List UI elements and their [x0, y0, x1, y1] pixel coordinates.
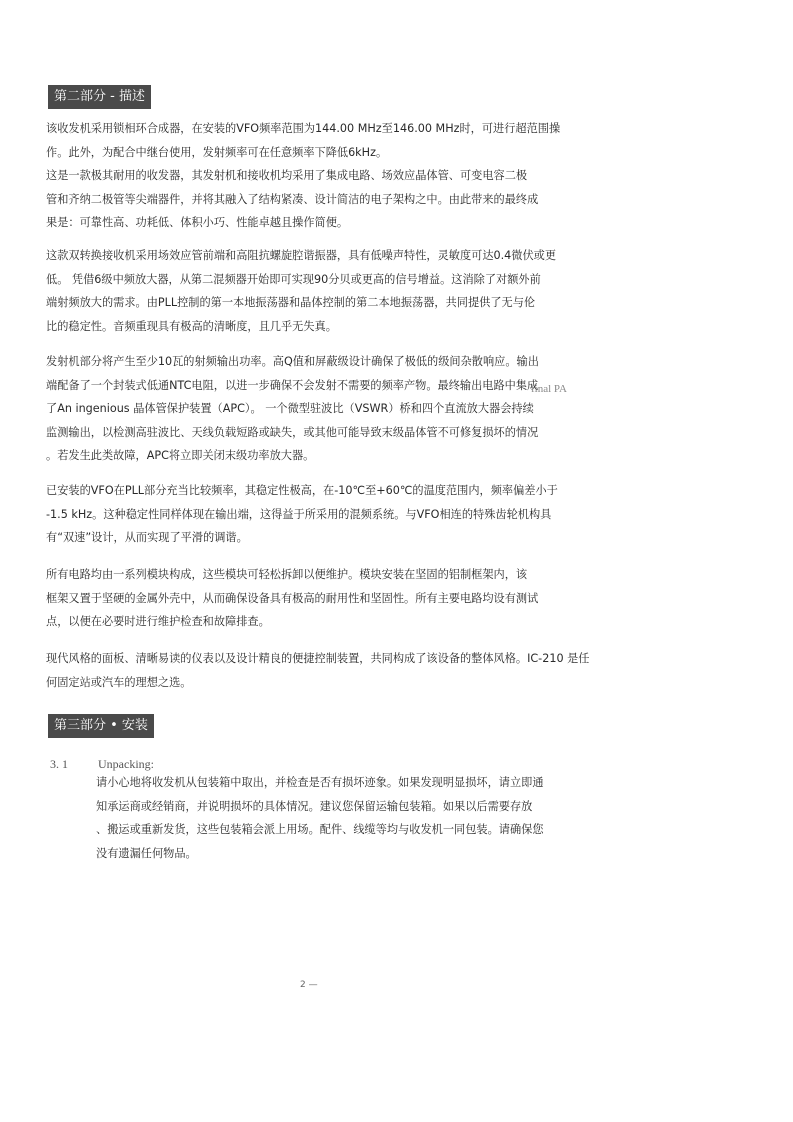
section-2-heading: 第二部分 - 描述	[48, 85, 151, 109]
section-2-paragraph-2	[46, 244, 556, 338]
text-line: 管和齐纳二极管等尖端器件，并将其融入了结构紧凑、设计简洁的电子架构之中。由此带来的最终成	[46, 192, 539, 206]
section-3-paragraph	[96, 771, 544, 865]
text-line: 已安装的VFO在PLL部分充当比较频率，其稳定性极高，在-10℃至+60℃的温度范围内，频率偏差小于	[46, 484, 558, 497]
text-line: 、搬运或重新发货，这些包装箱会派上用场。配件、线缆等均与收发机一同包装。请确保您	[96, 823, 544, 836]
text-line: 现代风格的面板、清晰易读的仪表以及设计精良的便捷控制装置，共同构成了该设备的整体风格。IC-210 是任	[46, 652, 590, 665]
section-3-heading: 第三部分 • 安装	[48, 714, 154, 738]
text-line: 点，以便在必要时进行维护检查和故障排查。	[46, 615, 270, 628]
text-line: -1.5 kHz。这种稳定性同样体现在输出端，这得益于所采用的混频系统。与VFO相连的特殊齿轮机构具	[46, 507, 552, 521]
subsection-number: 3. 1	[50, 757, 68, 771]
text-line: 何固定站或汽车的理想之选。	[46, 675, 192, 689]
section-2-paragraph-3	[46, 350, 539, 468]
section-2-paragraph-1	[46, 117, 560, 235]
text-line: 有“双速”设计，从而实现了平滑的调谐。	[46, 531, 248, 544]
text-line: 所有电路均由一系列模块构成，这些模块可轻松拆卸以便维护。模块安装在坚固的铝制框架内，该	[46, 568, 528, 581]
text-line: 端配备了一个封装式低通NTC电阻，以进一步确保不会发射不需要的频率产物。最终输出电路中集成	[46, 378, 539, 392]
section-2-paragraph-4	[46, 479, 558, 550]
text-line: 比的稳定性。音频重现具有极高的清晰度，且几乎无失真。	[46, 319, 337, 333]
text-line: 请小心地将收发机从包装箱中取出，并检查是否有损坏迹象。如果发现明显损坏，请立即通	[96, 776, 544, 789]
text-line: 该收发机采用锁相环合成器，在安装的VFO频率范围为144.00 MHz至146.00 MHz时，可进行超范围操	[46, 122, 561, 135]
text-line: 果是：可靠性高、功耗低、体积小巧、性能卓越且操作简便。	[46, 216, 349, 229]
subsection-title: Unpacking:	[98, 757, 154, 771]
section-2-paragraph-6	[46, 647, 590, 694]
page-number: 2 —	[300, 980, 318, 990]
section-2-paragraph-5	[46, 563, 538, 634]
text-line: 没有遗漏任何物品。	[96, 846, 197, 860]
overlay-annotation: final PA	[531, 383, 567, 395]
text-line: 端射频放大的需求。由PLL控制的第一本地振荡器和晶体控制的第二本地振荡器，共同提供了无与伦	[46, 296, 536, 309]
text-line: 发射机部分将产生至少10瓦的射频输出功率。高Q值和屏蔽级设计确保了极低的级间杂散响应。输出	[46, 355, 539, 368]
text-line: 低。 凭借6级中频放大器，从第二混频器开始即可实现90分贝或更高的信号增益。这消除了对额外前	[46, 272, 541, 286]
text-line: 这款双转换接收机采用场效应管前端和高阻抗螺旋腔谐振器，具有低噪声特性，灵敏度可达0.4微伏或更	[46, 249, 557, 262]
text-line: 这是一款极其耐用的收发器，其发射机和接收机均采用了集成电路、场效应晶体管、可变电容二极	[46, 169, 528, 182]
text-line: 知承运商或经销商，并说明损坏的具体情况。建议您保留运输包装箱。如果以后需要存放	[96, 799, 533, 813]
text-line: 作。此外，为配合中继台使用，发射频率可在任意频率下降低6kHz。	[46, 145, 388, 159]
text-line: 监测输出，以检测高驻波比、天线负载短路或缺失，或其他可能导致末级晶体管不可修复损坏的情况	[46, 425, 539, 439]
text-line: 了An ingenious 晶体管保护装置（APC）。 一个微型驻波比（VSWR）桥和四个直流放大器会持续	[46, 402, 534, 415]
text-line: 框架又置于坚硬的金属外壳中，从而确保设备具有极高的耐用性和坚固性。所有主要电路均设有测试	[46, 591, 539, 605]
text-line: 。若发生此类故障，APC将立即关闭末级功率放大器。	[46, 449, 315, 462]
